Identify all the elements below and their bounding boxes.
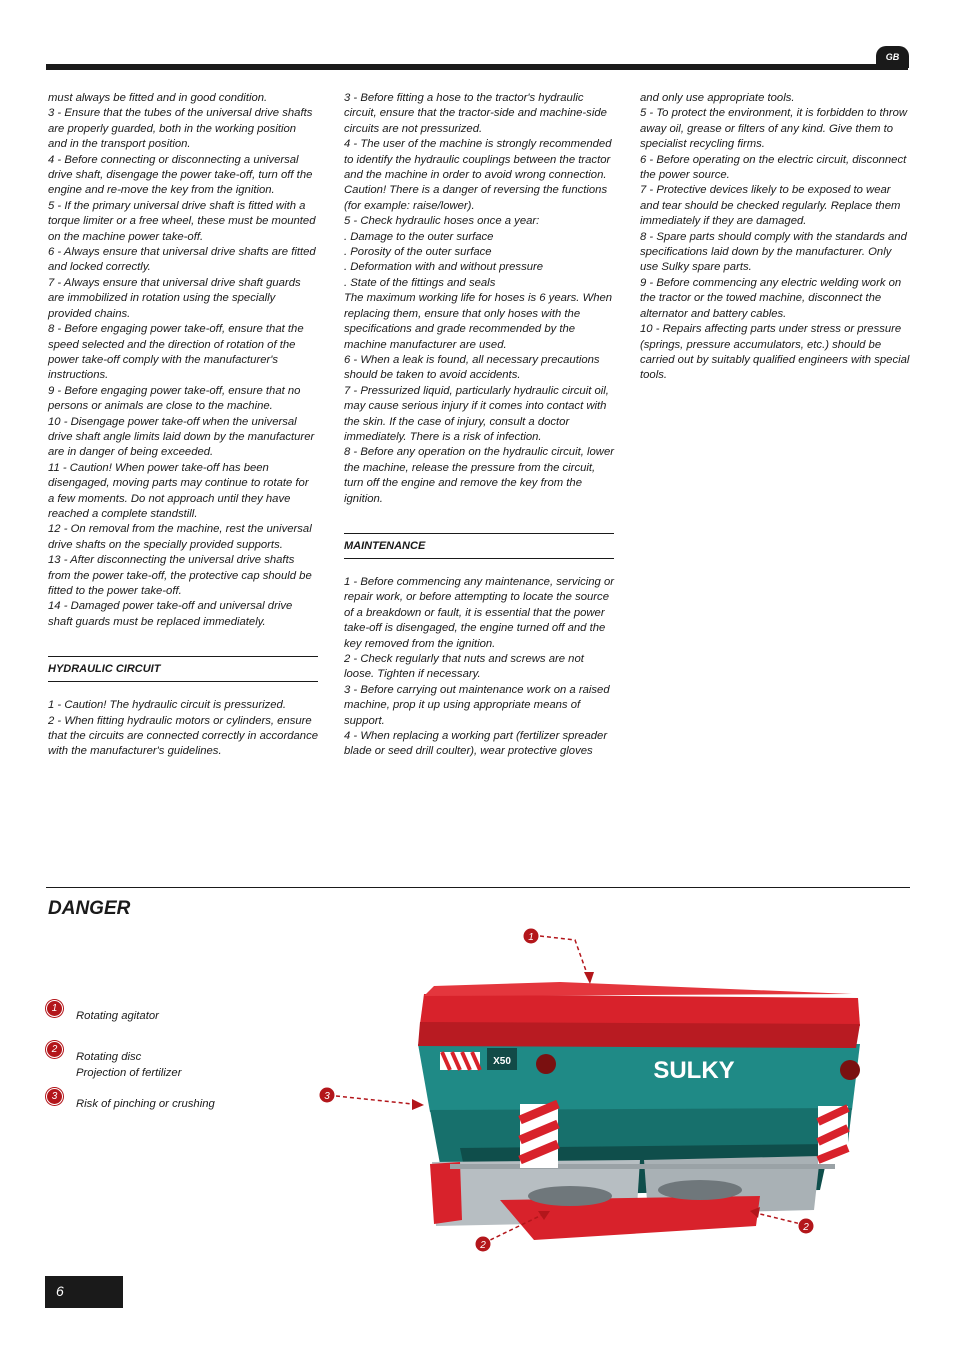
paragraph: 6 - When a leak is found, all necessary precautions should be taken to avoid accidents. xyxy=(344,353,600,382)
maintenance-heading: MAINTENANCE xyxy=(344,533,614,559)
danger-title: DANGER xyxy=(48,898,131,919)
legend-text-1: Rotating agitator xyxy=(76,1010,159,1022)
page-number: 6 xyxy=(45,1276,123,1308)
paragraph: and only use appropriate tools. xyxy=(640,92,795,104)
paragraph: . Deformation with and without pressure xyxy=(344,261,544,274)
legend-text-2b: Projection of fertilizer xyxy=(76,1067,182,1079)
language-tab: GB xyxy=(876,46,909,68)
paragraph: 8 - Before engaging power take-off, ensure that the speed selected and the direction of rotation of the power take-off comply with the manufacturer's instructions. xyxy=(48,323,304,382)
paragraph: 5 - To protect the environment, it is forbidden to throw away oil, grease or filters of any kind. Give them to specialist recycling firms. xyxy=(640,107,908,151)
paragraph: 8 - Before any operation on the hydraulic circuit, lower the machine, release the pressure from the circuit, turn off the engine and remove the key from the ignition. xyxy=(344,446,615,505)
paragraph: 2 - When fitting hydraulic motors or cylinders, ensure that the circuits are connected correctly in accordance with the manufacturer's guidelines. xyxy=(48,714,319,758)
legend-badge-3: 3 xyxy=(46,1088,63,1105)
paragraph: 5 - Check hydraulic hoses once a year: xyxy=(344,215,540,228)
paragraph: 5 - If the primary universal drive shaft is fitted with a torque limiter or a free wheel, these must be mounted on the machine power take-off. xyxy=(48,199,316,243)
callout-2-left: 2 xyxy=(480,1240,486,1251)
paragraph: The maximum working life for hoses is 6 years. When replacing them, ensure that only hoses with the specifications and grade recommended by the machine manufacturer are used. xyxy=(344,292,613,351)
brand-logo: SULKY xyxy=(653,1057,735,1084)
callout-2-right: 2 xyxy=(803,1222,809,1233)
legend-badge-1: 1 xyxy=(46,1000,63,1017)
paragraph: 2 - Check regularly that nuts and screws are not loose. Tighten if necessary. xyxy=(344,653,584,681)
paragraph: . State of the fittings and seals xyxy=(344,276,496,289)
callout-1: 1 xyxy=(528,932,534,943)
paragraph: 3 - Before fitting a hose to the tractor's hydraulic circuit, ensure that the tractor-side and machine-side circuits are not pressurized. xyxy=(344,92,607,135)
paragraph: 1 - Before commencing any maintenance, servicing or repair work, or before attempting to locate the source of a breakdown or fault, it is essential that the power take-off is disengaged, the engine turned off and the key removed from the ignition. xyxy=(344,575,614,650)
paragraph: 6 - Before operating on the electric circuit, disconnect the power source. xyxy=(640,153,907,182)
paragraph: . Damage to the outer surface xyxy=(344,230,494,243)
paragraph: 7 - Protective devices likely to be exposed to wear and tear should be checked regularly. Replace them immediately if they are damaged. xyxy=(640,184,901,228)
paragraph: 12 - On removal from the machine, rest the universal drive shafts on the specially provided supports. xyxy=(48,523,312,551)
callout-3: 3 xyxy=(324,1091,330,1102)
paragraph: 7 - Pressurized liquid, particularly hydraulic circuit oil, may cause serious injury if it comes into contact with the skin. If the case of injury, consult a doctor immediately. There is a risk of infection. xyxy=(344,384,609,443)
paragraph: 13 - After disconnecting the universal drive shafts from the power take-off, the protective cap should be fitted to the power take-off. xyxy=(48,554,312,597)
legend-text-3: Risk of pinching or crushing xyxy=(76,1098,215,1110)
paragraph: 10 - Disengage power take-off when the universal drive shaft angle limits laid down by the manufacturer are in danger of being exceeded. xyxy=(48,415,315,459)
paragraph: 7 - Always ensure that universal drive shaft guards are immobilized in rotation using the specially provided chains. xyxy=(48,276,301,320)
paragraph: 9 - Before commencing any electric welding work on the tractor or the towed machine, disconnect the alternator and battery cables. xyxy=(640,276,902,320)
paragraph: 14 - Damaged power take-off and universal drive shaft guards must be replaced immediately. xyxy=(48,600,293,628)
paragraph: 3 - Ensure that the tubes of the universal drive shafts are properly guarded, both in the working position and in the transport position. xyxy=(48,107,313,151)
legend-badge-2: 2 xyxy=(46,1041,63,1058)
model-badge: X50 xyxy=(493,1056,511,1067)
paragraph: . Porosity of the outer surface xyxy=(344,246,492,259)
paragraph: 3 - Before carrying out maintenance work on a raised machine, prop it up using appropriate means of support. xyxy=(344,683,610,727)
paragraph: 4 - When replacing a working part (fertilizer spreader blade or seed drill coulter), wear protective gloves xyxy=(344,730,608,758)
paragraph: 1 - Caution! The hydraulic circuit is pressurized. xyxy=(48,699,286,712)
paragraph: 10 - Repairs affecting parts under stress or pressure (springs, pressure accumulators, etc.) should be carried out by suitably qualified engineers with special tools. xyxy=(640,323,910,382)
legend-text-2: Rotating disc xyxy=(76,1051,142,1063)
paragraph: 4 - Before connecting or disconnecting a universal drive shaft, disengage the power take-off, turn off the engine and re-move the key from the ignition. xyxy=(48,153,313,197)
paragraph: 11 - Caution! When power take-off has been disengaged, moving parts may continue to rotate for a few moments. Do not approach until they have reached a complete standstill. xyxy=(48,461,309,520)
paragraph: 4 - The user of the machine is strongly recommended to identify the hydraulic couplings between the tractor and the machine in order to avoid wrong connection. Caution! There is a danger of reversing the functions (for example: raise/lower). xyxy=(344,138,612,212)
hydraulic-circuit-heading: HYDRAULIC CIRCUIT xyxy=(48,656,318,682)
paragraph: 8 - Spare parts should comply with the standards and specifications laid down by the manufacturer. Only use Sulky spare parts. xyxy=(640,230,907,274)
paragraph: must always be fitted and in good condition. xyxy=(48,92,268,104)
paragraph: 9 - Before engaging power take-off, ensure that no persons or animals are close to the machine. xyxy=(48,384,301,413)
paragraph: 6 - Always ensure that universal drive shafts are fitted and locked correctly. xyxy=(48,246,316,274)
